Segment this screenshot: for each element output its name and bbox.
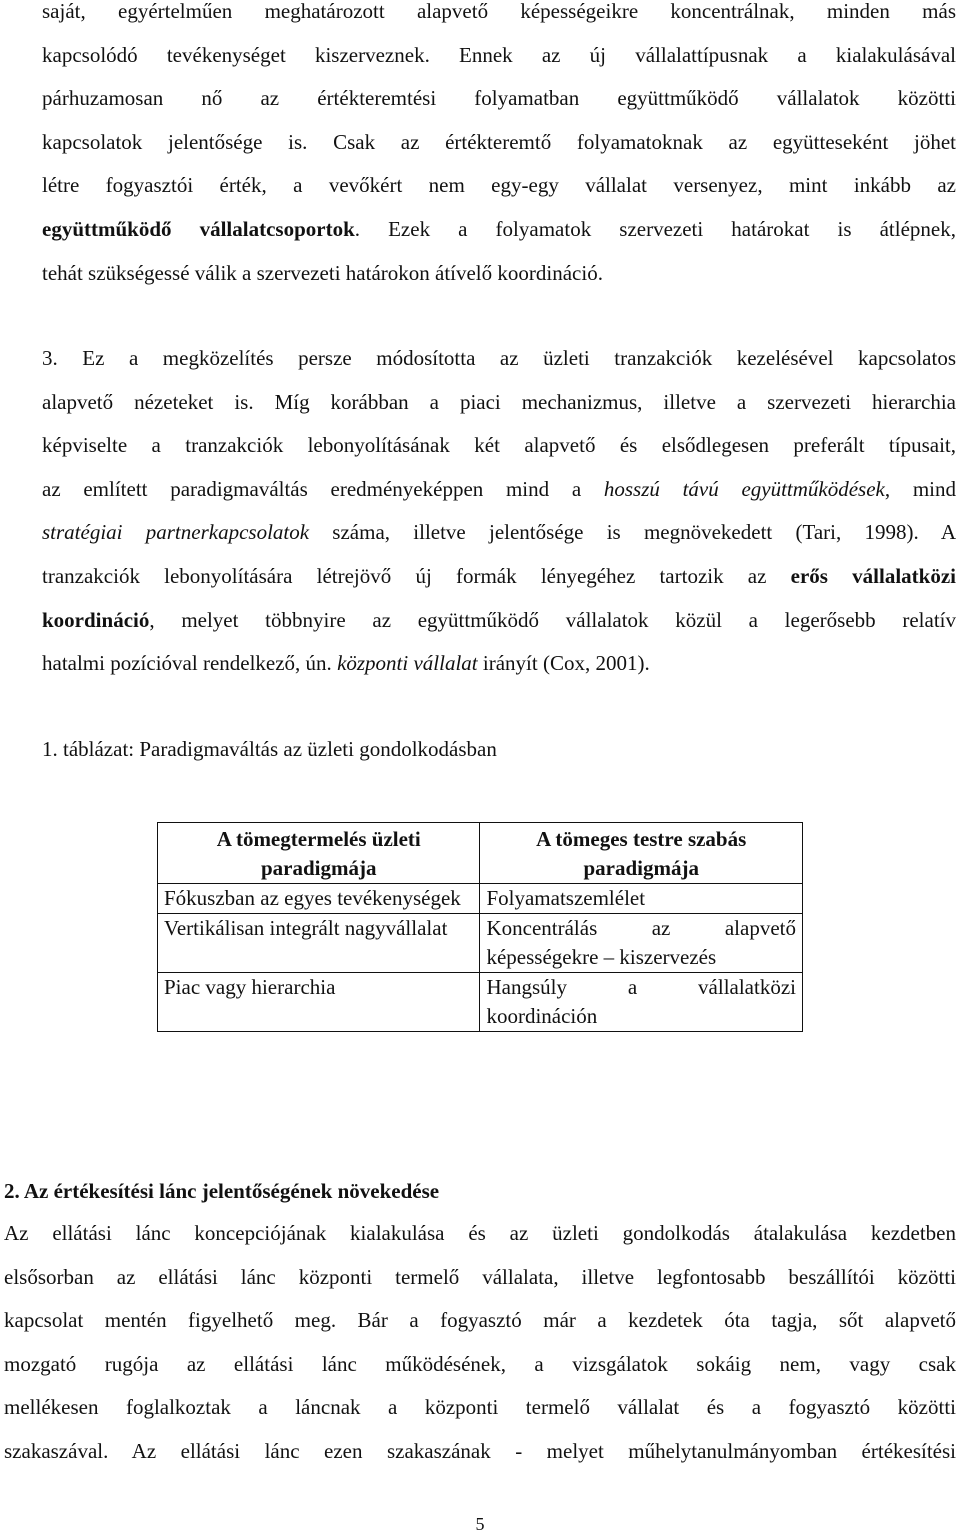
text-line <box>42 468 956 512</box>
bold-term: együttműködő vállalatcsoportok <box>42 216 355 241</box>
text-line: saját, egyértelműen meghatározott alapvető képességeikre koncentrálnak, minden más <box>42 0 956 23</box>
text-line: mellékesen foglalkoztak a láncnak a központi termelő vállalat és a fogyasztó közötti <box>4 1395 956 1420</box>
bold-term: koordináció <box>42 607 150 632</box>
table-row <box>158 973 803 1032</box>
text-line: kapcsolat mentén figyelhető meg. Bár a fogyasztó már a kezdetek óta tagja, sőt alapvető <box>4 1308 956 1333</box>
text-line <box>42 208 956 252</box>
table-cell: Folyamatszemlélet <box>480 884 803 914</box>
italic-term: hosszú távú együttműködések <box>603 476 885 501</box>
table-cell: Hangsúly a vállalatközi koordináción <box>480 973 803 1032</box>
text-run: hatalmi pozícióval rendelkező, ún. <box>42 651 338 676</box>
text-line: kapcsolatok jelentősége is. Csak az értékteremtő folyamatoknak az együtteseként jöhet <box>42 129 956 154</box>
table-header-row <box>158 823 803 884</box>
text-line: elsősorban az ellátási lánc központi termelő vállalata, illetve legfontosabb beszállítói közötti <box>4 1264 956 1289</box>
paradigm-table <box>157 822 803 1032</box>
table-cell: Koncentrálás az alapvető képességekre – kiszervezés <box>480 914 803 973</box>
text-line: képviselte a tranzakciók lebonyolításának két alapvető és elsődlegesen preferált típusait, <box>42 433 956 458</box>
text-line: 3. Ez a megközelítés persze módosította az üzleti tranzakciók kezelésével kapcsolatos <box>42 346 956 370</box>
table-header-cell: A tömeges testre szabás paradigmája <box>480 823 803 884</box>
text-line: mozgató rugója az ellátási lánc működésének, a vizsgálatok sokáig nem, vagy csak <box>4 1351 956 1376</box>
table-cell: Piac vagy hierarchia <box>158 973 480 1032</box>
text-line <box>42 599 956 643</box>
text-run: . Ezek a folyamatok szervezeti határokat is átlépnek, <box>354 216 956 241</box>
table-header-cell: A tömegtermelés üzleti paradigmája <box>158 823 480 884</box>
paragraph-point-3 <box>42 337 956 686</box>
text-run: , melyet többnyire az együttműködő vállalatok közül a legerősebb relatív <box>149 607 956 632</box>
text-run: tranzakciók lebonyolítására létrejövő új formák lényegéhez tartozik az <box>42 563 791 588</box>
text-line: tehát szükségessé válik a szervezeti határokon átívelő koordináció. <box>42 260 603 285</box>
text-line <box>42 555 956 599</box>
text-run: irányít (Cox, 2001). <box>477 651 650 676</box>
bold-term: erős vállalatközi <box>790 563 956 588</box>
text-line: párhuzamosan nő az értékteremtési folyamatban együttműködő vállalatok közötti <box>42 86 956 111</box>
text-line: alapvető nézeteket is. Míg korábban a piaci mechanizmus, illetve a szervezeti hierarchia <box>42 389 956 414</box>
text-line: kapcsolódó tevékenységet kiszerveznek. Ennek az új vállalattípusnak a kialakulásával <box>42 42 956 67</box>
text-run: az említett paradigmaváltás eredményeképpen mind a <box>42 476 604 501</box>
section-heading: 2. Az értékesítési lánc jelentőségének növekedése <box>4 1179 440 1203</box>
text-line <box>42 642 956 686</box>
text-run: száma, illetve jelentősége is megnövekedett (Tari, 1998). A <box>309 520 956 545</box>
table-row <box>158 914 803 973</box>
text-line: Az ellátási lánc koncepciójának kialakulása és az üzleti gondolkodás átalakulása kezdetben <box>4 1221 956 1245</box>
italic-term: központi vállalat <box>337 651 478 676</box>
italic-term: stratégiai partnerkapcsolatok <box>42 520 310 545</box>
table-row <box>158 884 803 914</box>
text-run: , mind <box>884 476 956 501</box>
text-line <box>42 511 956 555</box>
text-line: szakaszával. Az ellátási lánc ezen szakaszának - melyet műhelytanulmányomban értékesítési <box>4 1438 956 1463</box>
page-number: 5 <box>475 1514 485 1534</box>
paragraph-intro <box>42 0 956 295</box>
table-caption: 1. táblázat: Paradigmaváltás az üzleti gondolkodásban <box>42 737 497 761</box>
table-cell: Fókuszban az egyes tevékenységek <box>158 884 480 914</box>
table-cell: Vertikálisan integrált nagyvállalat <box>158 914 480 973</box>
text-line: létre fogyasztói érték, a vevőkért nem egy-egy vállalat versenyez, mint inkább az <box>42 173 956 198</box>
paragraph-value-chain <box>4 1212 956 1474</box>
